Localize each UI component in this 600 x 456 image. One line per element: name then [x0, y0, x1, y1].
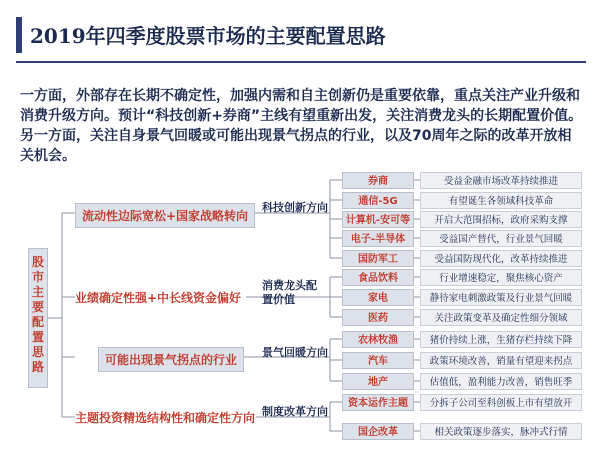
sector-desc-real-estate: 估值低，盈利能力改善，销售旺季 — [420, 373, 582, 390]
sector-desc-capital-ops: 分拆子公司至科创板上市有望放开 — [420, 394, 582, 411]
sector-computer: 计算机-安可等 — [342, 211, 414, 228]
sector-desc-pharma: 关注政策变革及确定性细分领域 — [420, 309, 582, 326]
sector-desc-defense: 受益国防现代化，改革持续推进 — [420, 250, 582, 267]
sector-desc-semiconductor: 受益国产替代，行业景气回暖 — [420, 230, 582, 247]
sector-desc-brokerage: 受益金融市场改革持续推进 — [420, 172, 582, 189]
sector-desc-appliances: 静待家电刺激政策及行业景气回暖 — [420, 289, 582, 306]
sector-appliances: 家电 — [342, 289, 414, 306]
sector-5g: 通信-5G — [342, 192, 414, 209]
sector-desc-food-beverage: 行业增速稳定，聚焦核心资产 — [420, 269, 582, 286]
root-label: 股市主要配置思路 — [32, 255, 45, 374]
sector-agriculture: 农林牧渔 — [342, 331, 414, 348]
direction-consumer: 消费龙头配置价值 — [262, 279, 317, 306]
sector-desc-agriculture: 猪价持续上涨，生猪存栏持续下降 — [420, 331, 582, 348]
root-node — [28, 248, 48, 388]
sector-brokerage: 券商 — [342, 172, 414, 189]
sector-pharma: 医药 — [342, 309, 414, 326]
sector-soe-reform: 国企改革 — [342, 423, 414, 440]
intro-paragraph-1: 一方面，外部存在长期不确定性，加强内需和自主创新仍是重要依靠，重点关注产业升级和消费升级方向。预计“科技创新+券商”主线有望重新出发，关注消费龙头的长期配置价值。 — [20, 88, 583, 124]
strategy-earnings: 业绩确定性强+中长线资金偏好 — [75, 291, 242, 305]
direction-recovery: 景气回暖方向 — [262, 346, 328, 359]
direction-reform: 制度改革方向 — [262, 405, 328, 418]
sector-food-beverage: 食品饮料 — [342, 269, 414, 286]
sector-semiconductor: 电子-半导体 — [342, 230, 414, 247]
page-title: 2019年四季度股票市场的主要配置思路 — [30, 24, 386, 48]
strategy-inflection: 可能出现景气拐点的行业 — [98, 347, 244, 372]
sector-desc-auto: 政策环境改善，销量有望迎来拐点 — [420, 352, 582, 369]
sector-auto: 汽车 — [342, 352, 414, 369]
strategy-liquidity: 流动性边际宽松+国家战略转向 — [75, 203, 255, 228]
sector-real-estate: 地产 — [342, 373, 414, 390]
sector-defense: 国防军工 — [342, 250, 414, 267]
strategy-theme: 主题投资精选结构性和确定性方向 — [75, 411, 256, 425]
sector-desc-computer: 开启大范围招标，政府采购支撑 — [420, 211, 582, 228]
direction-tech: 科技创新方向 — [262, 201, 328, 214]
intro-paragraph-2: 另一方面，关注自身景气回暖或可能出现景气拐点的行业，以及70周年之际的改革开放相关机会。 — [20, 128, 572, 164]
sector-capital-ops: 资本运作主题 — [342, 394, 414, 411]
sector-desc-soe-reform: 相关政策逐步落实，脉冲式行情 — [420, 423, 582, 440]
sector-desc-5g: 有望诞生各领域科技革命 — [420, 192, 582, 209]
